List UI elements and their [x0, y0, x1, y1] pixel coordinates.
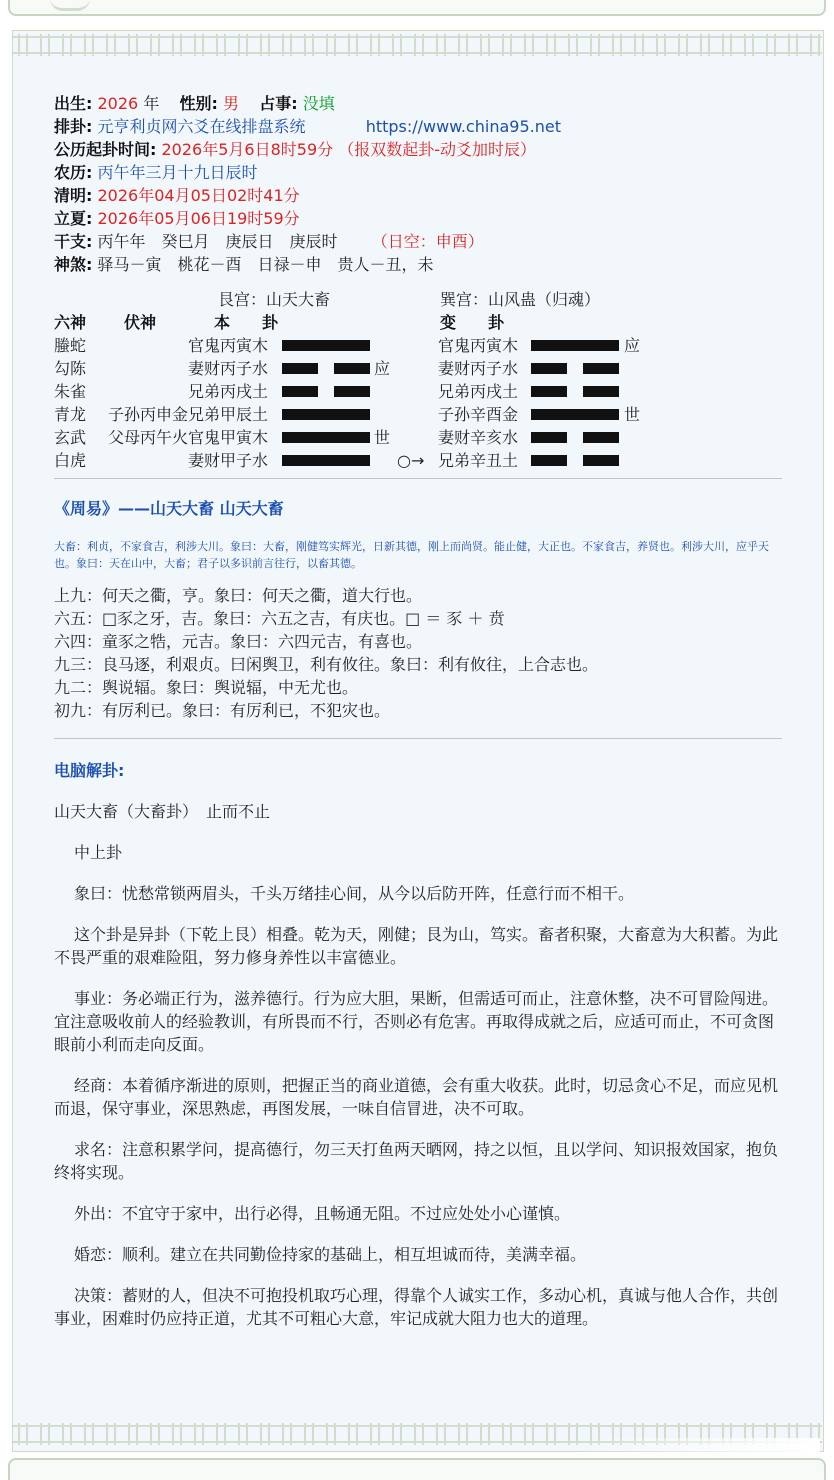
bian-yao-bar	[531, 339, 619, 351]
jiegua-paragraph: 经商：本着循序渐进的原则，把握正当的商业道德，会有重大收获。此时，切忌贪心不足，而应见机而退，保守事业，深思熟虑，再图发展，一味自信冒进，决不可取。	[54, 1076, 779, 1118]
liushen-cell: 勾陈	[54, 359, 87, 378]
liushen-cell: 朱雀	[54, 382, 87, 401]
paigua-row	[54, 115, 784, 138]
gongli-row	[54, 138, 784, 161]
content	[54, 92, 784, 1330]
shensha-value: 驿马－寅 桃花－酉 日禄－申 贵人－丑，未	[97, 255, 434, 274]
frame-ornament	[50, 0, 90, 11]
liushen-cell: 螣蛇	[54, 336, 87, 355]
ben-shiying-mark: 应	[374, 359, 391, 378]
bian-yao-bar	[531, 385, 619, 397]
yao-line: 九三：良马逐，利艰贞。曰闲舆卫，利有攸往。象曰：利有攸往，上合志也。	[54, 655, 599, 674]
bian-yao-bar	[531, 454, 619, 466]
greek-border-top	[12, 34, 822, 56]
bian-yao-bar	[531, 362, 619, 374]
gender-value: 男	[223, 94, 240, 113]
birth-label: 出生:	[54, 94, 93, 113]
jiegua-paragraph: 象曰：忧愁常锁两眉头，千头万绪挂心间，从今以后防开阵，任意行而不相干。	[74, 884, 635, 903]
ben-yao-bar	[282, 431, 370, 443]
divider	[54, 478, 782, 479]
yao-line: 六五：□豕之牙，吉。象曰：六五之吉，有庆也。□ ＝ 豕 ＋ 贲	[54, 609, 505, 628]
liushen-cell: 玄武	[54, 428, 87, 447]
zhouyi-title: 《周易》——山天大畜 山天大畜	[54, 499, 284, 518]
hexagram-table	[54, 288, 784, 478]
shensha-label: 神煞:	[54, 255, 93, 274]
bian-yao-bar	[531, 431, 619, 443]
ben-shiying-mark: 世	[374, 428, 391, 447]
zhouyi-intro: 大畜：利贞，不家食吉，利涉大川。象曰：大畜，刚健笃实辉光，日新其德，刚上而尚贤。能止健，大正也。不家食吉，养贤也。利涉大川，应乎天也。象曰：天在山中，大畜；君子以多识前言往行，以畜其德。	[54, 540, 769, 570]
jiegua-title: 电脑解卦:	[54, 761, 125, 780]
ben-yao-cell: 妻财甲子水	[188, 451, 269, 470]
gongli-value: 2026年5月6日8时59分	[161, 140, 334, 159]
bian-shiying-mark: 应	[624, 336, 641, 355]
jiegua-paragraph: 事业：务必端正行为，滋养德行。行为应大胆，果断，但需适可而止，注意休整，决不可冒险闯进。宜注意吸收前人的经验教训，有所畏而不行，否则必有危害。再取得成就之后，应适可而止，不可贪图眼前小利而走向反面。	[54, 989, 779, 1054]
divination-value: 没填	[302, 94, 335, 113]
liushen-cell: 青龙	[54, 405, 87, 424]
birth-year: 2026	[97, 94, 139, 113]
ben-yao-cell: 妻财丙子水	[188, 359, 269, 378]
ben-yao-bar	[282, 454, 370, 466]
paigua-system-link[interactable]: 元亨利贞网六爻在线排盘系统	[97, 117, 306, 136]
nongli-value: 丙午年三月十九日辰时	[97, 163, 258, 182]
jiegua-paragraph: 外出：不宜守于家中，出行必得，且畅通无阻。不过应处处小心谨慎。	[74, 1204, 571, 1223]
divider	[54, 738, 782, 739]
ben-yao-bar	[282, 362, 370, 374]
bian-yao-bar	[531, 408, 619, 420]
jiegua-paragraph: 这个卦是异卦（下乾上艮）相叠。乾为天，刚健；艮为山，笃实。畜者积聚，大畜意为大积蓄。为此不畏严重的艰难险阻，努力修身养性以丰富德业。	[54, 925, 779, 967]
jiegua-paras	[54, 882, 784, 1330]
bian-shiying-mark: 世	[624, 405, 641, 424]
gongli-note: （报双数起卦-动爻加时辰）	[338, 140, 536, 159]
ganzhi-label: 干支:	[54, 232, 93, 251]
bian-yao-cell: 兄弟丙戌土	[438, 382, 519, 401]
top-frame	[8, 0, 826, 16]
bian-yao-cell: 妻财辛亥水	[438, 428, 519, 447]
ben-yao-cell: 官鬼甲寅木	[188, 428, 269, 447]
fushen-cell: 父母丙午火	[108, 428, 189, 447]
jiegua-paragraph: 婚恋：顺利。建立在共同勤俭持家的基础上，相互坦诚而待，美满幸福。	[74, 1245, 587, 1264]
ben-yao-cell: 兄弟丙戌土	[188, 382, 269, 401]
ben-gong-title: 艮宫：山天大畜	[218, 290, 331, 309]
fushen-cell: 子孙丙申金	[108, 405, 189, 424]
nongli-row	[54, 161, 784, 184]
ben-yao-cell: 官鬼丙寅木	[188, 336, 269, 355]
gongli-label: 公历起卦时间:	[54, 140, 157, 159]
bian-yao-cell: 子孙辛酉金	[438, 405, 519, 424]
dong-yao-mark: ○→	[397, 451, 425, 470]
ganzhi-value: 丙午年 癸巳月 庚辰日 庚辰时	[97, 232, 338, 251]
site-url-link[interactable]: https://www.china95.net	[365, 117, 561, 136]
lixia-value: 2026年05月06日19时59分	[97, 209, 300, 228]
ben-yao-bar	[282, 408, 370, 420]
lixia-row	[54, 207, 784, 230]
yao-list	[54, 584, 784, 722]
ben-yao-cell: 兄弟甲辰土	[188, 405, 269, 424]
col-fushen: 伏神	[124, 313, 157, 332]
birth-year-unit: 年	[143, 94, 160, 113]
shensha-row	[54, 253, 784, 276]
ganzhi-row	[54, 230, 784, 253]
gua-level: 中上卦	[74, 843, 123, 862]
col-ben: 本 卦	[214, 313, 279, 332]
ben-yao-bar	[282, 339, 370, 351]
birth-row	[54, 92, 784, 115]
gender-label: 性别:	[179, 94, 218, 113]
ben-yao-bar	[282, 385, 370, 397]
rikong-value: （日空：申酉）	[371, 232, 484, 251]
qingming-label: 清明:	[54, 186, 93, 205]
liushen-cell: 白虎	[54, 451, 87, 470]
divination-label: 占事:	[259, 94, 298, 113]
col-liushen: 六神	[54, 313, 87, 332]
jiegua-paragraph: 求名：注意积累学问，提高德行，勿三天打鱼两天晒网，持之以恒，且以学问、知识报效国家，抱负终将实现。	[54, 1140, 779, 1182]
qingming-row	[54, 184, 784, 207]
bian-yao-cell: 妻财丙子水	[438, 359, 519, 378]
yao-line: 九二：舆说辐。象曰：舆说辐，中无尤也。	[54, 678, 359, 697]
yao-line: 六四：童豕之牿，元吉。象曰：六四元吉，有喜也。	[54, 632, 423, 651]
nongli-label: 农历:	[54, 163, 93, 182]
jiegua-paragraph: 决策：蓄财的人，但决不可抱投机取巧心理，得靠个人诚实工作，多动心机，真诚与他人合作，共创事业，困难时仍应持正道，尤其不可粗心大意，牢记成就大阻力也大的道理。	[54, 1286, 779, 1328]
qingming-value: 2026年04月05日02时41分	[97, 186, 300, 205]
bian-gong-title: 巽宫：山风蛊（归魂）	[440, 290, 601, 309]
paigua-label: 排卦:	[54, 117, 93, 136]
yao-line: 上九：何天之衢，亨。象曰：何天之衢，道大行也。	[54, 586, 423, 605]
bian-yao-cell: 兄弟辛丑土	[438, 451, 519, 470]
lixia-label: 立夏:	[54, 209, 93, 228]
bottom-frame	[8, 1458, 826, 1480]
gua-name: 山天大畜（大畜卦） 止而不止	[54, 802, 271, 821]
yao-line: 初九：有厉利已。象曰：有厉利已，不犯灾也。	[54, 701, 391, 720]
col-bian: 变 卦	[440, 313, 505, 332]
bian-yao-cell: 官鬼丙寅木	[438, 336, 519, 355]
